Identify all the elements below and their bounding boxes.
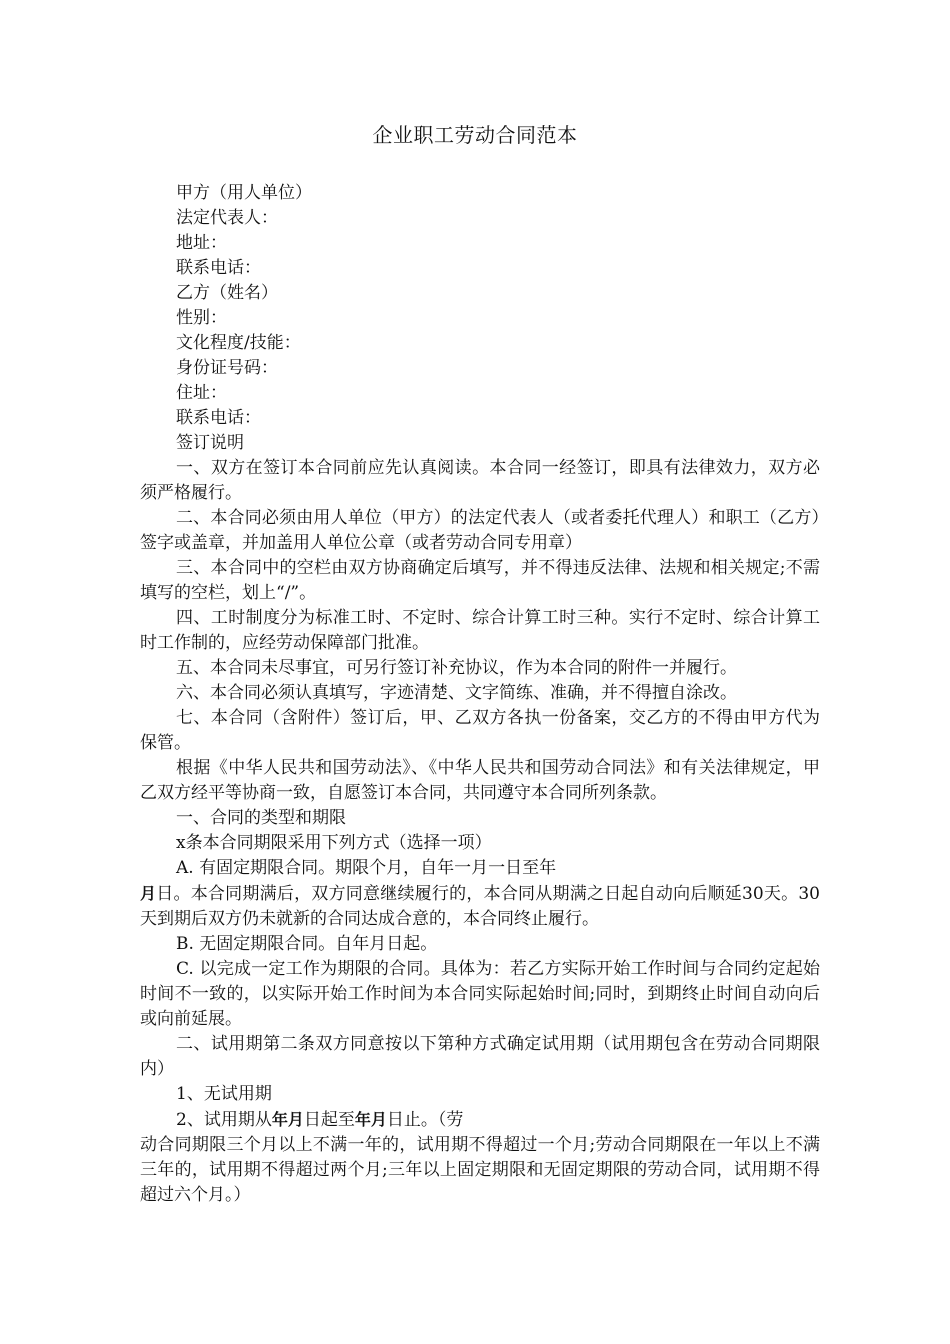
section2-option2-rest: 动合同期限三个月以上不满一年的，试用期不得超过一个月;劳动合同期限在一年以上不满三年的，试用期不得超过两个月;三年以上固定期限和无固定期限的劳动合同，试用期不得超过六个月。） xyxy=(140,1135,820,1205)
section2-heading: 二、试用期第二条双方同意按以下第种方式确定试用期（试用期包含在劳动合同期限内） xyxy=(140,1034,820,1079)
party-b-heading: 乙方（姓名） xyxy=(176,283,278,303)
option2-part-b: 年月 xyxy=(271,1110,304,1129)
preamble-paragraph: 根据《中华人民共和国劳动法》、《中华人民共和国劳动合同法》和有关法律规定，甲乙双方经平等协商一致，自愿签订本合同，共同遵守本合同所列条款。 xyxy=(140,758,820,803)
instructions-heading: 签订说明 xyxy=(176,433,244,453)
party-b-education: 文化程度/技能： xyxy=(176,333,301,353)
option2-part-d: 年月 xyxy=(354,1110,387,1129)
instruction-item: 六、本合同必须认真填写，字迹清楚、文字简练、准确，并不得擅自涂改。 xyxy=(176,683,737,703)
party-a-legal-rep: 法定代表人： xyxy=(176,208,278,228)
section1-clause: x条本合同期限采用下列方式（选择一项） xyxy=(176,833,492,853)
instruction-item: 七、本合同（含附件）签订后，甲、乙双方各执一份备案，交乙方的不得由甲方代为保管。 xyxy=(140,708,820,753)
instruction-item: 四、工时制度分为标准工时、不定时、综合计算工时三种。实行不定时、综合计算工时工作制的，应经劳动保障部门批准。 xyxy=(140,608,820,653)
option2-part-e: 日止。（劳 xyxy=(386,1110,464,1130)
party-a-address: 地址： xyxy=(176,233,227,253)
instruction-item: 三、本合同中的空栏由双方协商确定后填写，并不得违反法律、法规和相关规定;不需填写的空栏，划上“/”。 xyxy=(140,558,820,603)
instruction-item: 五、本合同未尽事宜，可另行签订补充协议，作为本合同的附件一并履行。 xyxy=(176,658,737,678)
option2-part-c: 日起至 xyxy=(303,1110,355,1130)
document-body xyxy=(140,181,820,1208)
party-b-phone: 联系电话： xyxy=(176,408,261,428)
section1-option-c: C. 以完成一定工作为期限的合同。具体为：若乙方实际开始工作时间与合同约定起始时间不一致的，以实际开始工作时间为本合同实际起始时间;同时，到期终止时间自动向后或向前延展。 xyxy=(140,959,820,1029)
section1-option-b: B. 无固定期限合同。自年月日起。 xyxy=(176,934,438,954)
section1-option-a-line1: A. 有固定期限合同。期限个月，自年一月一日至年 xyxy=(176,858,557,878)
party-a-phone: 联系电话： xyxy=(176,258,261,278)
section1-option-a-rest xyxy=(140,881,820,932)
party-b-gender: 性别： xyxy=(176,308,227,328)
option2-part-a: 2、试用期从 xyxy=(176,1110,272,1130)
section1-heading: 一、合同的类型和期限 xyxy=(176,808,346,828)
section2-option2 xyxy=(140,1107,820,1133)
party-b-id-number: 身份证号码： xyxy=(176,358,278,378)
party-a-heading: 甲方（用人单位） xyxy=(176,183,312,203)
section2-option1: 1、无试用期 xyxy=(176,1084,272,1104)
option-a-month-label: 月 xyxy=(140,884,157,903)
option-a-rest-text: 日。本合同期满后，双方同意继续履行的，本合同从期满之日起自动向后顺延30天。30天到期后双方仍未就新的合同达成合意的，本合同终止履行。 xyxy=(140,884,820,929)
party-b-address: 住址： xyxy=(176,383,227,403)
instruction-item: 二、本合同必须由用人单位（甲方）的法定代表人（或者委托代理人）和职工（乙方）签字或盖章，并加盖用人单位公章（或者劳动合同专用章） xyxy=(140,508,820,553)
instruction-item: 一、双方在签订本合同前应先认真阅读。本合同一经签订，即具有法律效力，双方必须严格履行。 xyxy=(140,458,820,503)
document-title: 企业职工劳动合同范本 xyxy=(372,123,578,147)
